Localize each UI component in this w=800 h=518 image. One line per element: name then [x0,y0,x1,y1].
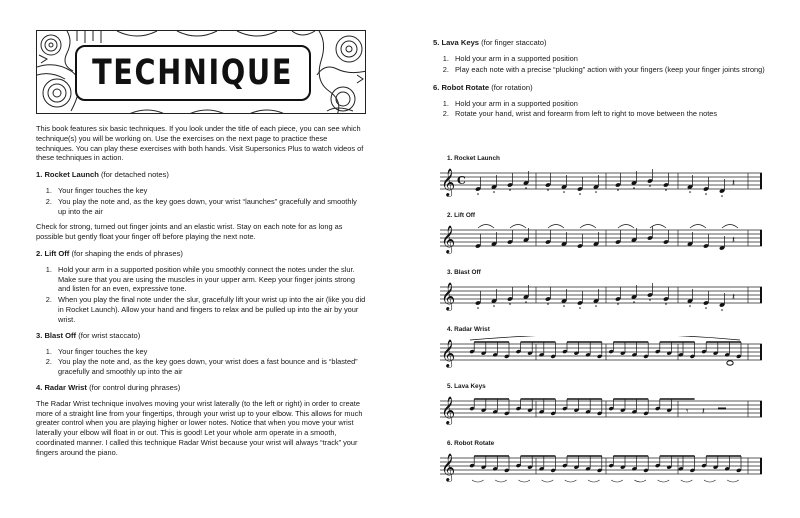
list-item: 2. You play the note and, as the key goes down, your wrist “launches” gracefully and smoothly up into the air [54,197,366,217]
quarter-rest-icon: 𝄽 [732,235,736,246]
note-slur [727,480,739,482]
exercise-title: 3. Blast Off [447,269,481,276]
blast-off-steps [36,347,366,377]
list-item: 1. Your finger touches the key [54,347,366,357]
list-item: 2. When you play the final note under the slur, gracefully lift your wrist up into the air (like you did in Rocket Launch). Allow your hand and fingers to relax and be pulled up into the air by your wrist. [54,295,366,324]
staccato-dot [525,301,527,303]
note-slur [704,480,716,482]
lava-keys-note: (for finger staccato) [481,38,547,47]
intro-paragraph: This book features six basic techniques. If you look under the title of each piece, you can see which technique(s) you will be working on. Use the exercises on the next page to practice these techniques. You can play these exercises with both hands. Visit Supersonics Plus to watch videos of these techniques in action. [36,124,364,163]
list-item: 1. Hold your arm in a supported position while you smoothly connect the notes under the slur. Make sure that you are using the muscles in your upper arm. Keep your finger joints strong and listen for an even, expressive tone. [54,265,366,294]
staccato-dot [509,189,511,191]
radar-wrist-heading [36,383,366,393]
lift-off-note: (for shaping the ends of phrases) [71,248,183,258]
staccato-dot [721,309,723,311]
staccato-dot [547,303,549,305]
exercise-radar-wrist [440,326,770,376]
rest-icon: 𝄾 [686,406,689,416]
lava-keys-heading [433,38,773,48]
music-staff [440,450,770,490]
staccato-dot [633,301,635,303]
treble-clef-icon: 𝄞 [441,282,456,310]
treble-clef-icon: 𝄞 [441,168,456,196]
list-item: 1. Your finger touches the key [54,186,366,196]
note-slur [618,225,634,229]
staccato-dot [649,185,651,187]
technique-banner [36,30,366,114]
quarter-rest-icon: 𝄽 [732,178,736,189]
staccato-dot [705,307,707,309]
rocket-launch-note: (for detached notes) [101,170,169,180]
exercise-robot-rotate [440,440,770,490]
staccato-dot [525,187,527,189]
treble-clef-icon: 𝄞 [441,453,456,481]
lift-off-title: 2. Lift Off [36,248,70,258]
note-slur [548,225,564,229]
quarter-rest-icon: 𝄽 [732,292,736,303]
staccato-dot [563,305,565,307]
staccato-dot [547,189,549,191]
staccato-dot [665,189,667,191]
half-rest-icon [718,408,726,410]
staccato-dot [579,193,581,195]
note-slur [510,225,526,229]
staccato-dot [649,299,651,301]
right-column [433,38,773,125]
banner-title-box [75,45,311,101]
staccato-dot [721,195,723,197]
note-slur [472,480,484,482]
exercise-rocket-launch [440,155,770,205]
staccato-dot [477,193,479,195]
note-slur [565,480,577,482]
staccato-dot [689,305,691,307]
exercise-lift-off [440,212,770,262]
music-staff [440,222,770,262]
note-slur [690,225,706,229]
note-slur [542,480,554,482]
music-staff [440,165,770,205]
staccato-dot [595,305,597,307]
robot-rotate-heading [433,83,773,93]
exercise-title: 5. Lava Keys [447,383,486,390]
music-staff [440,393,770,433]
list-item: 2. You play the note and, as the key goes down, your wrist does a fast bounce and is “blasted” gracefully and smoothly up into the air [54,357,366,377]
robot-rotate-note: (for rotation) [491,82,533,92]
note-slur [681,480,693,482]
note-slur [588,480,600,482]
blast-off-note: (for wrist staccato) [78,330,141,340]
rocket-launch-steps [36,186,366,216]
lava-keys-title: 5. Lava Keys [433,38,480,47]
staccato-dot [477,307,479,309]
note-slur [658,480,670,482]
exercise-lava-keys [440,383,770,433]
exercise-blast-off [440,269,770,319]
note-slur [495,480,507,482]
common-time-icon: C [457,174,466,187]
rocket-launch-title: 1. Rocket Launch [36,170,99,180]
staccato-dot [705,193,707,195]
whole-note [727,361,733,365]
staccato-dot [563,191,565,193]
rocket-launch-heading [36,170,366,180]
note-slur [478,225,494,229]
list-item: 1. Hold your arm in a supported position [451,54,773,64]
lift-off-heading [36,249,366,259]
rocket-launch-after: Check for strong, turned out finger joints and an elastic wrist. Stay on each note for as long as possible but gently float your finger off before playing the next note. [36,222,343,242]
radar-wrist-body: The Radar Wrist technique involves moving your wrist laterally (to the left or right) in order to create more of a straight line from your fingertips, through your wrist up to your elbow. This allows for much greater control when you are playing higher or lower notes. Notice that when you move your wrist laterally your elbow will float in or out. This is good! Let your whole arm operate in a smooth, coordinated manner. I called this technique Radar Wrist because your wrist will always “track” your fingers around the piano. [36,398,363,457]
staccato-dot [493,191,495,193]
staccato-dot [633,187,635,189]
phrase-slur [470,336,740,340]
staccato-dot [493,305,495,307]
note-slur [634,480,646,482]
treble-clef-icon: 𝄞 [441,339,456,367]
exercise-title: 1. Rocket Launch [447,155,500,162]
exercise-title: 4. Radar Wrist [447,326,490,333]
blast-off-heading [36,331,366,341]
staccato-dot [665,303,667,305]
exercise-title: 6. Robot Rotate [447,440,495,447]
music-staff [440,279,770,319]
robot-rotate-title: 6. Robot Rotate [433,82,490,92]
rest-icon: 𝄽 [702,406,705,416]
page-title: TECHNIQUE [92,52,294,93]
note-slur [611,480,623,482]
note-slur [518,480,530,482]
radar-wrist-note: (for control during phrases) [89,382,181,392]
treble-clef-icon: 𝄞 [441,225,456,253]
list-item: 1. Hold your arm in a supported position [451,99,773,109]
staccato-dot [509,303,511,305]
exercise-title: 2. Lift Off [447,212,476,219]
left-column [36,30,366,464]
note-slur [580,225,596,229]
staccato-dot [617,189,619,191]
radar-wrist-title: 4. Radar Wrist [36,382,87,392]
music-staff [440,336,770,376]
staccato-dot [595,191,597,193]
list-item: 2. Play each note with a precise “plucking” action with your fingers (keep your finger joints strong) [451,65,773,75]
lift-off-steps [36,265,366,325]
lava-keys-steps [433,54,773,75]
list-item: 2. Rotate your hand, wrist and forearm from left to right to move between the notes [451,109,773,119]
note-slur [722,225,738,229]
staccato-dot [689,191,691,193]
robot-rotate-steps [433,99,773,120]
staccato-dot [579,307,581,309]
treble-clef-icon: 𝄞 [441,396,456,424]
staccato-dot [617,303,619,305]
blast-off-title: 3. Blast Off [36,330,77,340]
